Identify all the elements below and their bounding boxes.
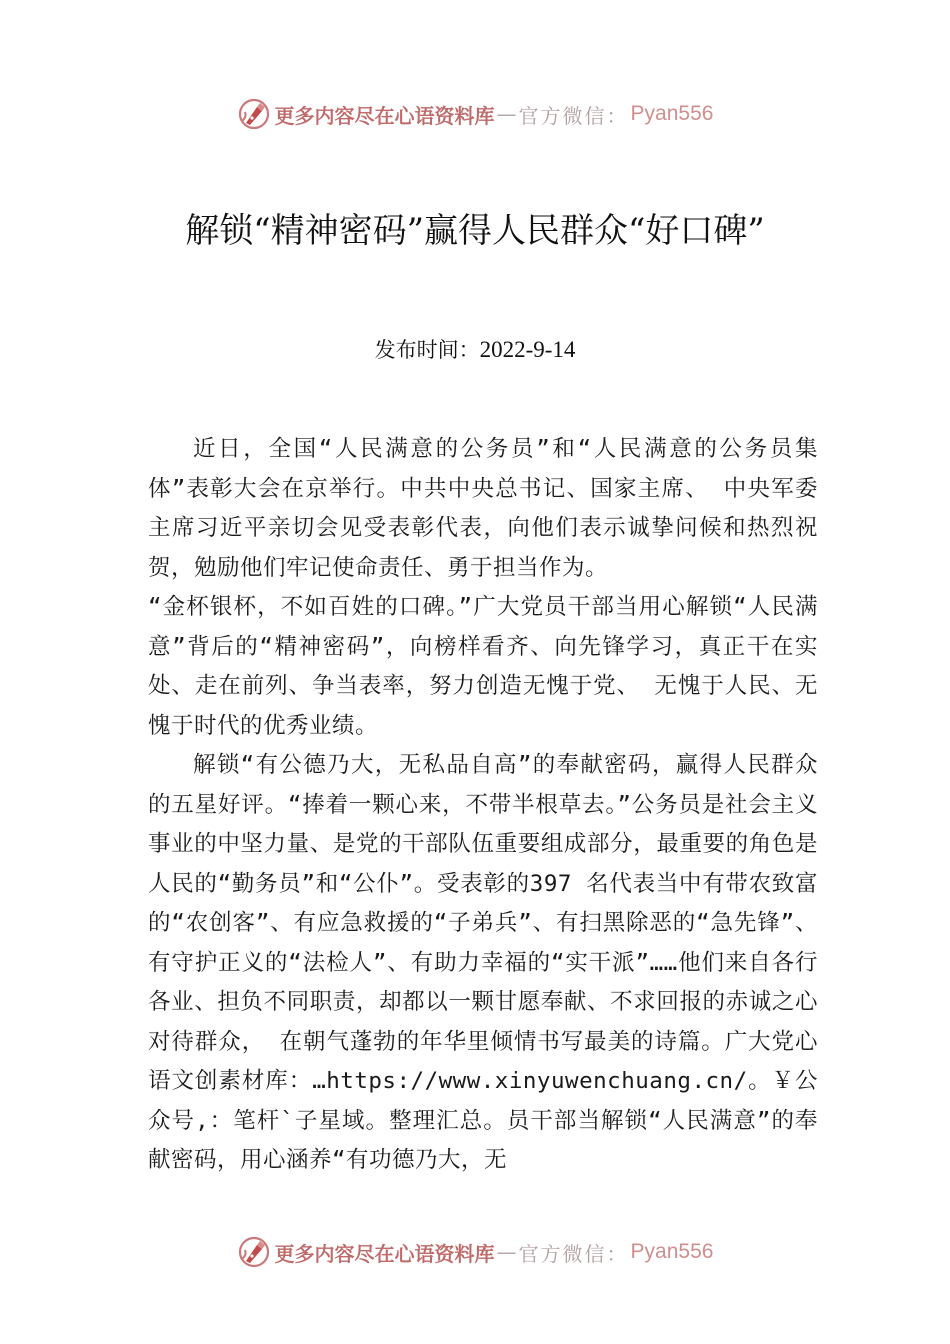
brand-name: 更多内容尽在心语资料库: [274, 1241, 495, 1266]
footer-brand: [0, 1232, 950, 1272]
brand-separator: —: [496, 102, 517, 126]
publish-date-value: 2022-9-14: [479, 337, 576, 362]
brand-separator: —: [496, 1240, 517, 1264]
wechat-id: Pyan556: [630, 1240, 714, 1263]
article-body: [148, 430, 818, 1181]
pen-nib-logo-icon: [237, 97, 271, 131]
wechat-id: Pyan556: [630, 102, 714, 125]
publish-date: [0, 334, 950, 364]
publish-date-label: 发布时间：: [374, 338, 480, 362]
pen-nib-logo-icon: [237, 1235, 271, 1269]
wechat-label: 官方微信：: [518, 103, 629, 128]
brand-name: 更多内容尽在心语资料库: [274, 103, 495, 128]
wechat-label: 官方微信：: [518, 1241, 629, 1266]
paragraph-2: “金杯银杯，不如百姓的口碑。”广大党员干部当用心解锁“人民满意”背后的“精神密码”，向榜样看齐、向先锋学习，真正干在实处、走在前列、争当表率，努力创造无愧于党、 无愧于人民、无愧于时代的优秀业绩。: [148, 594, 818, 739]
paragraph-1: 近日，全国“人民满意的公务员”和“人民满意的公务员集体”表彰大会在京举行。中共中央总书记、国家主席、 中央军委主席习近平亲切会见受表彰代表，向他们表示诚挚问候和热烈祝贺，勉励他们牢记使命责任、勇于担当作为。: [148, 436, 818, 581]
header-brand: [0, 94, 950, 134]
document-title: 解锁“精神密码”赢得人民群众“好口碑”: [185, 211, 765, 251]
paragraph-3: 解锁“有公德乃大，无私品自高”的奉献密码，赢得人民群众的五星好评。“捧着一颗心来，不带半根草去。”公务员是社会主义事业的中坚力量、是党的干部队伍重要组成部分，最重要的角色是人民的“勤务员”和“公仆”。受表彰的397 名代表当中有带农致富的“农创客”、有应急救援的“子弟兵”、有扫黑除恶的“急先锋”、有守护正义的“法检人”、有助力幸福的“实干派”……他们来自各行各业、担负不同职责，却都以一颗甘愿奉献、不求回报的赤诚之心对待群众， 在朝气蓬勃的年华里倾情书写最美的诗篇。广大党心语文创素材库：…https://www.xinyuwenchuang.cn/。￥公众号,：笔杆`子星域。整理汇总。员干部当解锁“人民满意”的奉献密码，用心涵养“有功德乃大，无: [148, 752, 818, 1173]
